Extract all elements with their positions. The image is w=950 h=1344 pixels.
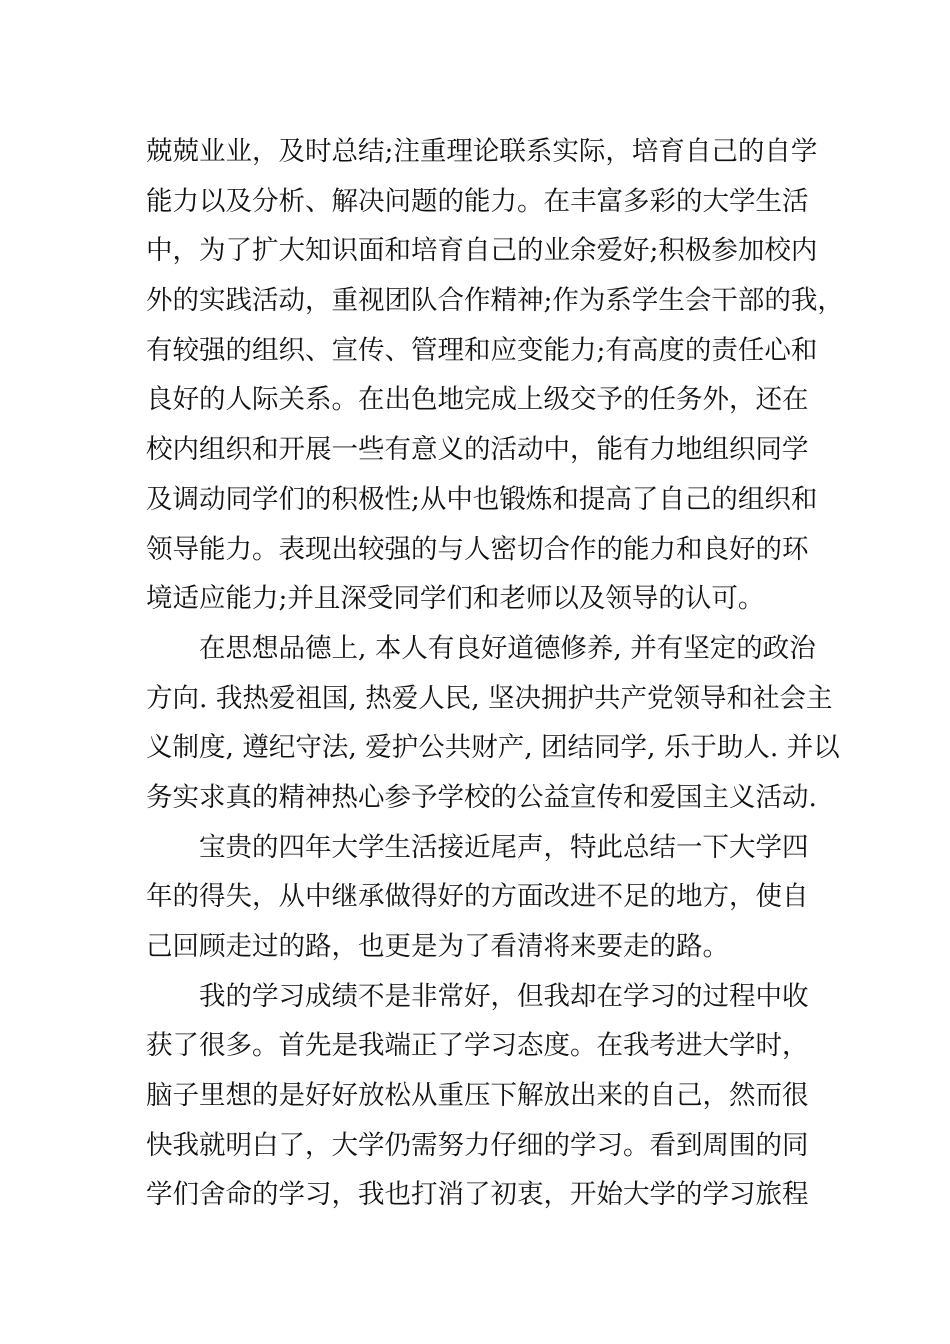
body-text: [146, 127, 844, 1220]
text-line: 中，为了扩大知识面和培育自己的业余爱好;积极参加校内: [146, 235, 818, 267]
text-line: 年的得失，从中继承做得好的方面改进不足的地方，使自: [146, 881, 809, 913]
text-line: 外的实践活动，重视团队合作精神;作为系学生会干部的我，: [146, 285, 844, 317]
text-line: 获了很多。首先是我端正了学习态度。在我考进大学时，: [146, 1030, 809, 1062]
text-line: 领导能力。表现出较强的与人密切合作的能力和良好的环: [146, 533, 809, 565]
text-line: 在思想品德上, 本人有良好道德修养, 并有坚定的政治: [146, 632, 816, 664]
text-line: 良好的人际关系。在出色地完成上级交予的任务外，还在: [146, 384, 809, 416]
text-line: 快我就明白了，大学仍需努力仔细的学习。看到周围的同: [146, 1129, 809, 1161]
text-line: 务实求真的精神热心参予学校的公益宣传和爱国主义活动.: [146, 781, 817, 813]
text-line: 脑子里想的是好好放松从重压下解放出来的自己，然而很: [146, 1080, 809, 1112]
text-line: 己回顾走过的路，也更是为了看清将来要走的路。: [146, 931, 729, 962]
text-line: 宝贵的四年大学生活接近尾声，特此总结一下大学四: [146, 831, 809, 863]
text-line: 及调动同学们的积极性;从中也锻炼和提高了自己的组织和: [146, 483, 818, 515]
text-line: 境适应能力;并且深受同学们和老师以及领导的认可。: [146, 583, 765, 615]
text-line: 校内组织和开展一些有意义的活动中，能有力地组织同学: [146, 434, 809, 466]
text-line: 兢兢业业，及时总结;注重理论联系实际，培育自己的自学: [146, 136, 818, 167]
text-line: 方向. 我热爱祖国, 热爱人民, 坚决拥护共产党领导和社会主: [146, 682, 833, 714]
text-line: 学们舍命的学习，我也打消了初衷，开始大学的学习旅程: [146, 1179, 809, 1211]
text-line: 义制度, 遵纪守法, 爱护公共财产, 团结同学, 乐于助人. 并以: [146, 732, 840, 764]
text-line: 能力以及分析、解决问题的能力。在丰富多彩的大学生活: [146, 185, 809, 217]
text-line: 我的学习成绩不是非常好，但我却在学习的过程中收: [146, 980, 809, 1012]
text-line: 有较强的组织、宣传、管理和应变能力;有高度的责任心和: [146, 334, 818, 366]
